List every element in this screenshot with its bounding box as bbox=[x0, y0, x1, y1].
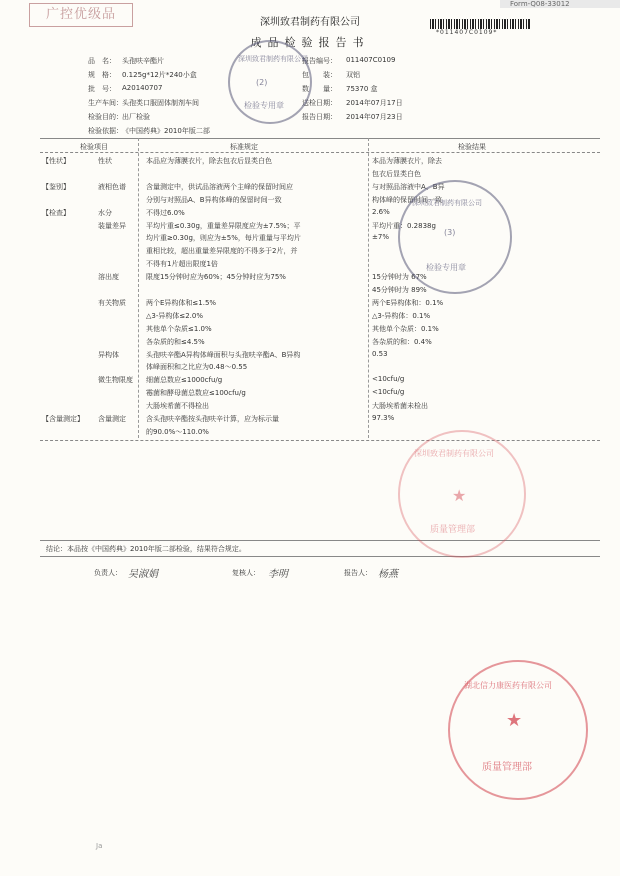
row-standard: 不得过6.0% bbox=[146, 208, 185, 217]
page-mark: Ja bbox=[96, 842, 103, 850]
quantity-label: 数 量： bbox=[302, 85, 337, 93]
row-category: 【性状】 bbox=[42, 157, 70, 165]
batch-label: 批 号： bbox=[88, 85, 116, 93]
row-standard: 不得有1片超出限度1倍 bbox=[146, 260, 218, 269]
table-top-rule bbox=[40, 138, 600, 139]
qc-seal-1 bbox=[228, 40, 312, 124]
table-divider-2 bbox=[368, 138, 369, 438]
row-result: 构体峰的保留时间一致 bbox=[372, 195, 442, 204]
product-value: 头孢呋辛酯片 bbox=[122, 57, 164, 65]
row-standard: 本品应为薄膜衣片，除去包衣后显类白色 bbox=[146, 157, 272, 165]
reporter-signature: 杨燕 bbox=[378, 569, 398, 580]
quantity-value: 75370 盒 bbox=[346, 85, 378, 93]
col-header-item: 检验项目 bbox=[80, 143, 108, 151]
sample-date-label: 送检日期： bbox=[302, 99, 337, 107]
conclusion-top-rule bbox=[40, 540, 600, 541]
row-result: 各杂质的和：0.4% bbox=[372, 337, 432, 346]
col-header-result: 检验结果 bbox=[458, 143, 486, 151]
row-item: 液相色谱 bbox=[98, 182, 126, 191]
row-item: 微生物限度 bbox=[98, 376, 133, 385]
report-no-label: 报告编号： bbox=[302, 57, 337, 65]
qc-seal-1-number: (2) bbox=[256, 78, 268, 87]
row-result: 与对照品溶液中A、B异 bbox=[372, 182, 445, 191]
row-category: 【检查】 bbox=[42, 208, 70, 217]
owner-signature: 吴淑娟 bbox=[128, 569, 158, 580]
qc-seal-2-sub: 检验专用章 bbox=[426, 263, 466, 272]
row-standard: 细菌总数应≤1000cfu/g bbox=[146, 376, 223, 385]
row-item: 性状 bbox=[98, 157, 112, 165]
standard-label: 检验依据： bbox=[88, 127, 123, 135]
company-name: 深圳致君制药有限公司 bbox=[260, 17, 360, 28]
reviewer-label: 复核人： bbox=[232, 569, 260, 577]
row-item: 有关物质 bbox=[98, 298, 126, 307]
row-result: <10cfu/g bbox=[372, 388, 405, 397]
row-result: 两个E异构体和：0.1% bbox=[372, 298, 444, 307]
reporter-label: 报告人： bbox=[344, 569, 372, 577]
workshop-label: 生产车间： bbox=[88, 99, 123, 107]
report-date-value: 2014年07月23日 bbox=[346, 113, 403, 121]
table-header-rule bbox=[40, 152, 600, 153]
spec-value: 0.125g*12片*240小盒 bbox=[122, 71, 197, 79]
row-standard: 体峰面积和之比应为0.48～0.55 bbox=[146, 363, 248, 372]
workshop-value: 头孢类口服固体制剂车间 bbox=[122, 99, 199, 107]
form-code: Form-Q08-33012 bbox=[500, 0, 620, 8]
table-bottom-rule bbox=[40, 440, 600, 441]
owner-label: 负责人： bbox=[94, 569, 122, 577]
row-result: △3-异构体：0.1% bbox=[372, 311, 431, 320]
row-result: 2.6% bbox=[372, 207, 390, 216]
row-item: 含量测定 bbox=[98, 415, 126, 423]
red-seal-2-text: 湖北信力康医药有限公司 bbox=[464, 681, 552, 690]
row-standard: 头孢呋辛酯A异构体峰面积与头孢呋辛酯A、B异构 bbox=[146, 350, 301, 359]
barcode bbox=[430, 19, 530, 29]
qc-seal-2-text: 深圳致君制药有限公司 bbox=[412, 199, 482, 207]
row-standard: 两个E异构体和≤1.5% bbox=[146, 298, 217, 307]
package-value: 双铝 bbox=[346, 71, 360, 79]
red-seal-1-text: 深圳致君制药有限公司 bbox=[414, 449, 494, 458]
row-standard: 其他单个杂质≤1.0% bbox=[146, 324, 212, 333]
purpose-value: 出厂检验 bbox=[122, 113, 150, 121]
corner-quality-stamp: 广控优级品 bbox=[29, 3, 133, 27]
report-date-label: 报告日期： bbox=[302, 113, 337, 121]
row-item: 异构体 bbox=[98, 350, 119, 359]
row-standard: 含头孢呋辛酯按头孢呋辛计算，应为标示量 bbox=[146, 415, 279, 423]
barcode-text: *011407C0109* bbox=[436, 29, 498, 36]
row-standard: 分别与对照品A、B异构体峰的保留时间一致 bbox=[146, 195, 282, 204]
table-divider-1 bbox=[138, 138, 139, 438]
row-standard: 均片重≥0.30g，则应为±5%，每片重量与平均片 bbox=[146, 234, 301, 243]
red-seal-1-sub: 质量管理部 bbox=[430, 525, 476, 535]
row-item: 水分 bbox=[98, 208, 112, 217]
row-item: 溶出度 bbox=[98, 273, 119, 282]
spec-label: 规 格： bbox=[88, 71, 116, 79]
row-result: 0.53 bbox=[372, 349, 388, 358]
standard-value: 《中国药典》2010年版二部 bbox=[122, 127, 210, 135]
row-result: ±7% bbox=[372, 233, 389, 242]
sample-date-value: 2014年07月17日 bbox=[346, 99, 403, 107]
row-result: 本品为薄膜衣片，除去 bbox=[372, 157, 442, 165]
row-category: 【含量测定】 bbox=[42, 415, 84, 423]
report-title: 成品检验报告书 bbox=[250, 36, 370, 49]
red-seal-2-star-icon: ★ bbox=[506, 710, 523, 731]
package-label: 包 装： bbox=[302, 71, 337, 79]
batch-value: A20140707 bbox=[122, 84, 163, 92]
reviewer-signature: 李明 bbox=[268, 569, 288, 580]
col-header-standard: 标准规定 bbox=[230, 143, 258, 151]
row-result: 大肠埃希菌未检出 bbox=[372, 402, 428, 411]
row-standard: 限度15分钟时应为60%；45分钟时应为75% bbox=[146, 273, 286, 282]
row-standard: 含量测定中，供试品溶液两个主峰的保留时间应 bbox=[146, 182, 293, 191]
row-standard: △3-异构体≤2.0% bbox=[146, 311, 204, 320]
row-result: 45分钟时为 89% bbox=[372, 286, 427, 294]
row-standard: 各杂质的和≤4.5% bbox=[146, 337, 205, 346]
purpose-label: 检验目的： bbox=[88, 113, 123, 121]
qc-seal-1-text: 深圳致君制药有限公司 bbox=[238, 55, 308, 63]
row-standard: 大肠埃希菌不得检出 bbox=[146, 402, 209, 411]
row-result: 平均片重：0.2838g bbox=[372, 221, 436, 230]
row-standard: 重相比较，超出重量差异限度的不得多于2片，并 bbox=[146, 247, 298, 256]
row-category: 【鉴别】 bbox=[42, 182, 70, 191]
row-standard: 霉菌和酵母菌总数应≤100cfu/g bbox=[146, 389, 246, 398]
product-label: 品 名： bbox=[88, 57, 116, 65]
row-standard: 平均片重≤0.30g，重量差异限度应为±7.5%；平 bbox=[146, 221, 301, 230]
conclusion-text: 结论：本品按《中国药典》2010年版二部检验，结果符合规定。 bbox=[46, 545, 246, 553]
red-seal-1-star-icon: ★ bbox=[452, 486, 467, 505]
row-result: 包衣后显类白色 bbox=[372, 169, 421, 178]
row-standard: 的90.0%～110.0% bbox=[146, 427, 209, 436]
qc-seal-2-number: (3) bbox=[444, 228, 456, 237]
row-result: <10cfu/g bbox=[372, 375, 405, 384]
row-result: 15分钟时为 67% bbox=[372, 273, 427, 282]
conclusion-bottom-rule bbox=[40, 556, 600, 557]
red-seal-2-sub: 质量管理部 bbox=[482, 762, 532, 773]
row-item: 装量差异 bbox=[98, 221, 126, 230]
qc-seal-1-sub: 检验专用章 bbox=[244, 101, 284, 110]
row-result: 其他单个杂质：0.1% bbox=[372, 324, 439, 333]
row-result: 97.3% bbox=[372, 414, 395, 422]
report-no-value: 011407C0109 bbox=[346, 56, 396, 64]
